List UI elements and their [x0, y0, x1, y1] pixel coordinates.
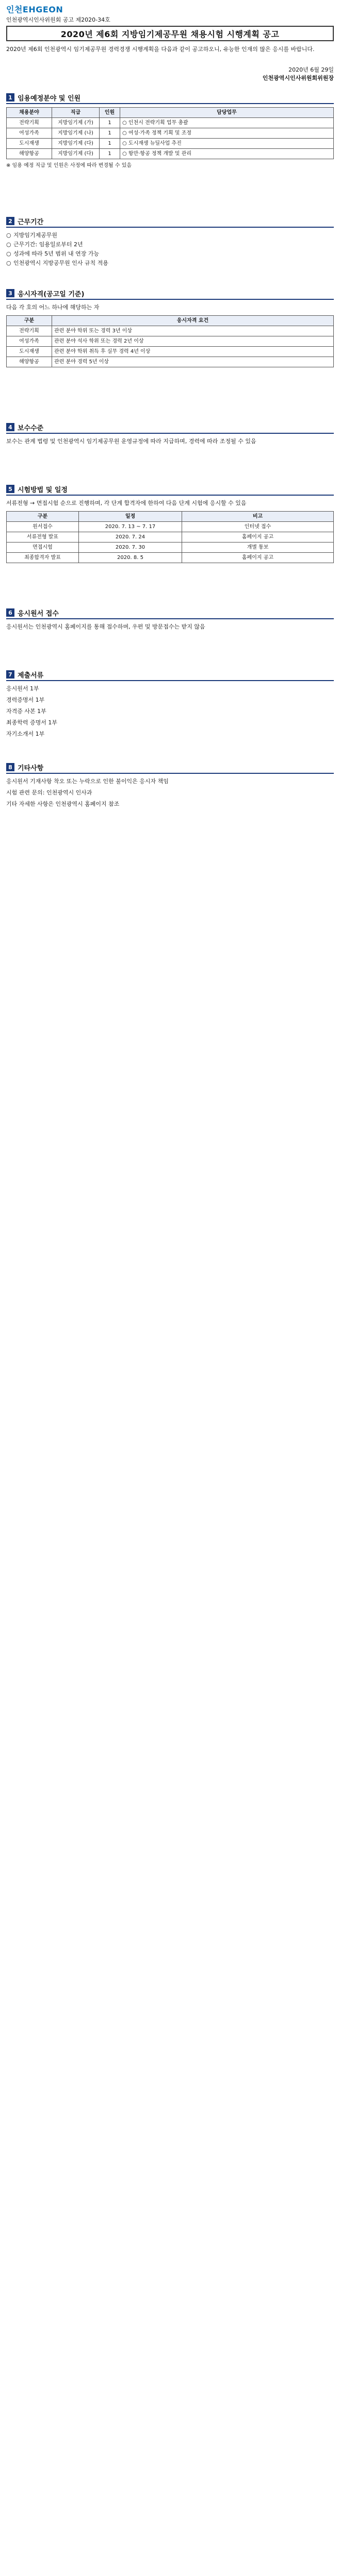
schedule-cell-date: 2020. 7. 13 ~ 7. 17	[79, 522, 182, 532]
cell-duties: ○ 항만·항공 정책 개발 및 관리	[120, 149, 334, 159]
section-6-number: 6	[6, 608, 14, 617]
qualifications-table	[6, 315, 334, 367]
cell-count: 1	[100, 149, 120, 159]
qual-cell-category: 여성가족	[7, 336, 52, 347]
section-4-number: 4	[6, 423, 14, 431]
section-2-bullets	[6, 231, 334, 268]
qual-cell-requirement: 관련 분야 학위 또는 경력 3년 이상	[52, 326, 334, 336]
section-4-title-text: 보수수준	[18, 424, 44, 432]
schedule-cell-note: 개별 통보	[182, 543, 334, 553]
section-1	[6, 93, 334, 170]
list-item: ○ 성과에 따라 5년 범위 내 연장 가능	[6, 249, 334, 259]
cell-field: 도시재생	[7, 139, 52, 149]
section-7-list	[6, 684, 334, 739]
positions-th-count: 인원	[100, 108, 120, 118]
document-title: 2020년 제6회 지방임기제공무원 채용시험 시행계획 공고	[60, 29, 280, 39]
table-row	[7, 357, 334, 367]
list-item: 자격증 사본 1부	[6, 708, 46, 715]
table-row	[7, 128, 334, 139]
table-row	[7, 522, 334, 532]
section-7-number: 7	[6, 670, 14, 679]
section-2-title	[6, 216, 334, 226]
section-4-rule	[6, 433, 334, 434]
section-7	[6, 670, 334, 741]
section-7-title	[6, 670, 334, 679]
positions-th-grade: 직급	[52, 108, 100, 118]
positions-th-duties: 담당업무	[120, 108, 334, 118]
list-item: 최종학력 증명서 1부	[6, 719, 57, 726]
section-7-rule	[6, 680, 334, 681]
section-5-title	[6, 484, 334, 494]
table-row	[7, 553, 334, 563]
schedule-cell-date: 2020. 7. 30	[79, 543, 182, 553]
qual-cell-category: 전략기획	[7, 326, 52, 336]
section-8-number: 8	[6, 763, 14, 771]
logo	[6, 3, 68, 14]
table-row	[7, 118, 334, 128]
logo-text: 인천EHGEON	[6, 4, 63, 14]
list-item: 시험 관련 문의: 인천광역시 인사과	[6, 789, 92, 796]
section-3	[6, 289, 334, 367]
section-6-text: 응시원서는 인천광역시 홈페이지를 통해 접수하며, 우편 및 방문접수는 받지 않음	[6, 623, 205, 630]
qual-cell-requirement: 관련 분야 학위 취득 후 실무 경력 4년 이상	[52, 347, 334, 357]
positions-table-note: ※ 임용 예정 직급 및 인원은 사정에 따라 변경될 수 있음	[6, 163, 132, 168]
qual-th-category: 구분	[7, 316, 52, 326]
table-row	[7, 336, 334, 347]
cell-count: 1	[100, 139, 120, 149]
section-3-number: 3	[6, 289, 14, 297]
section-6-rule	[6, 618, 334, 619]
qual-th-requirement: 응시자격 요건	[52, 316, 334, 326]
table-row	[7, 543, 334, 553]
section-8-rule	[6, 773, 334, 774]
section-1-title-text: 임용예정분야 및 인원	[18, 94, 81, 103]
schedule-cell-note: 홈페이지 공고	[182, 532, 334, 543]
schedule-th-note: 비고	[182, 512, 334, 522]
positions-table-header-row	[7, 108, 334, 118]
section-2-rule	[6, 227, 334, 228]
qual-cell-requirement: 관련 분야 석사 학위 또는 경력 2년 이상	[52, 336, 334, 347]
positions-table	[6, 107, 334, 159]
schedule-cell-stage: 면접시험	[7, 543, 79, 553]
qual-cell-category: 해양항공	[7, 357, 52, 367]
list-item: ○ 인천광역시 지방공무원 인사 규칙 적용	[6, 259, 334, 268]
qualifications-header-row	[7, 316, 334, 326]
cell-grade: 지방임기제 (다)	[52, 139, 100, 149]
list-item: 자기소개서 1부	[6, 731, 45, 737]
section-6-title	[6, 608, 334, 617]
section-8	[6, 762, 334, 811]
section-8-title-text: 기타사항	[18, 764, 44, 772]
section-3-title-text: 응시자격(공고일 기준)	[18, 290, 85, 298]
section-7-title-text: 제출서류	[18, 671, 44, 680]
schedule-cell-date: 2020. 8. 5	[79, 553, 182, 563]
cell-count: 1	[100, 118, 120, 128]
schedule-header-row	[7, 512, 334, 522]
notice-date: 2020년 6월 29일	[288, 66, 334, 73]
schedule-cell-date: 2020. 7. 24	[79, 532, 182, 543]
schedule-cell-stage: 서류전형 발표	[7, 532, 79, 543]
section-8-title	[6, 762, 334, 772]
schedule-table	[6, 511, 334, 563]
section-5-text: 서류전형 → 면접시험 순으로 진행하며, 각 단계 합격자에 한하여 다음 단계 시험에 응시할 수 있음	[6, 500, 247, 506]
table-row	[7, 139, 334, 149]
section-5-number: 5	[6, 485, 14, 493]
table-row	[7, 326, 334, 336]
list-item: 응시원서 기재사항 착오 또는 누락으로 인한 불이익은 응시자 책임	[6, 778, 169, 785]
section-2	[6, 216, 334, 268]
section-4-text: 보수는 관계 법령 및 인천광역시 임기제공무원 운영규정에 따라 지급하며, 경력에 따라 조정될 수 있음	[6, 438, 256, 445]
section-6	[6, 608, 334, 632]
cell-field: 여성가족	[7, 128, 52, 139]
cell-field: 해양항공	[7, 149, 52, 159]
section-2-title-text: 근무기간	[18, 218, 44, 226]
signature-block	[263, 66, 334, 82]
table-row	[7, 347, 334, 357]
issuing-org: 인천광역시인사위원회위원장	[262, 75, 334, 81]
section-5-title-text: 시험방법 및 일정	[18, 486, 68, 494]
schedule-cell-note: 홈페이지 공고	[182, 553, 334, 563]
section-2-number: 2	[6, 217, 14, 225]
section-4	[6, 422, 334, 446]
cell-field: 전략기획	[7, 118, 52, 128]
section-4-title	[6, 422, 334, 432]
notice-number: 인천광역시인사위원회 공고 제2020-34호	[6, 16, 110, 23]
cell-duties: ○ 인천시 전략기획 업무 총괄	[120, 118, 334, 128]
list-item: ○ 근무기간: 임용일로부터 2년	[6, 240, 334, 249]
section-3-rule	[6, 299, 334, 300]
cell-grade: 지방임기제 (다)	[52, 149, 100, 159]
section-5-rule	[6, 495, 334, 496]
list-item: 기타 자세한 사항은 인천광역시 홈페이지 참조	[6, 801, 120, 807]
section-1-number: 1	[6, 93, 14, 101]
section-1-title	[6, 93, 334, 102]
cell-duties: ○ 도시재생 뉴딜사업 추진	[120, 139, 334, 149]
section-6-title-text: 응시원서 접수	[18, 609, 59, 618]
schedule-cell-stage: 원서접수	[7, 522, 79, 532]
section-1-rule	[6, 103, 334, 104]
list-item: ○ 지방임기제공무원	[6, 231, 334, 240]
section-5	[6, 484, 334, 563]
positions-th-field: 채용분야	[7, 108, 52, 118]
cell-grade: 지방임기제 (가)	[52, 118, 100, 128]
schedule-th-stage: 구분	[7, 512, 79, 522]
section-8-list	[6, 777, 334, 809]
section-3-title	[6, 289, 334, 298]
cell-duties: ○ 여성·가족 정책 기획 및 조정	[120, 128, 334, 139]
document-title-box	[6, 26, 334, 41]
table-row	[7, 149, 334, 159]
schedule-cell-stage: 최종합격자 발표	[7, 553, 79, 563]
qual-cell-category: 도시재생	[7, 347, 52, 357]
schedule-cell-note: 인터넷 접수	[182, 522, 334, 532]
table-row	[7, 532, 334, 543]
list-item: 경력증명서 1부	[6, 697, 45, 703]
list-item: 응시원서 1부	[6, 685, 39, 692]
qual-cell-requirement: 관련 분야 경력 5년 이상	[52, 357, 334, 367]
cell-grade: 지방임기제 (나)	[52, 128, 100, 139]
schedule-th-date: 일정	[79, 512, 182, 522]
cell-count: 1	[100, 128, 120, 139]
intro-text: 2020년 제6회 인천광역시 임기제공무원 경력경쟁 시행계획을 다음과 같이 공고하오니, 유능한 인재의 많은 응시를 바랍니다.	[6, 46, 315, 53]
section-3-intro: 다음 각 호의 어느 하나에 해당하는 자	[6, 304, 100, 311]
